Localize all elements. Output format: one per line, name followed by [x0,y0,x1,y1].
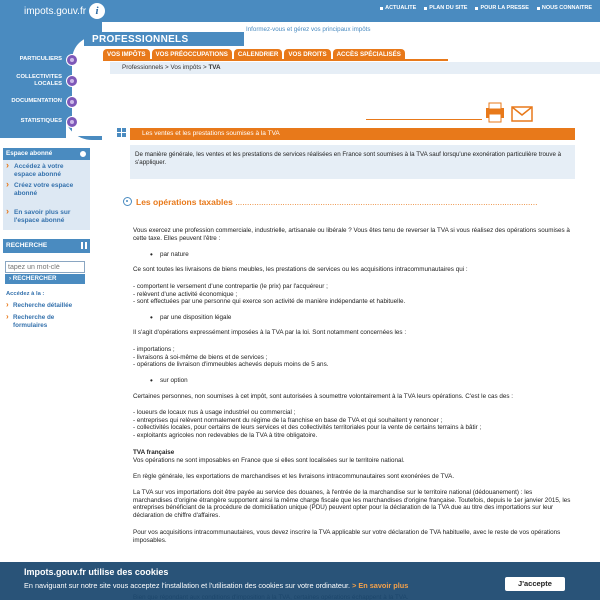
section-title-professionnels: PROFESSIONNELS [92,34,189,45]
link-recherche-formulaires[interactable]: › Recherche de formulaires [6,314,88,329]
paragraph: Certaines personnes, non soumises à cet impôt, sont autorisées à soumettre volontairement à la TVA leurs opérations. C'est le cas des : [133,393,514,400]
paragraph: - loueurs de locaux nus à usage industriel ou commercial ; - entreprises qui relèvent normalement du régime de la franchise en base de TVA et qui souhaitent y renoncer ; - collectivités locales, pour certains de leurs services et des collectivités territoriales pour la vente de certains terrains à bâtir ; - exploitants agricoles non redevables de la TVA à titre obligatoire. [133,409,482,439]
logo-text: impots.gouv.fr [24,5,87,17]
search-input[interactable] [5,261,85,273]
nav-bullet-icon [66,116,78,128]
paragraph: Vos opérations ne sont imposables en France que si elles sont localisées sur le territoire national. [133,457,405,464]
bullet-item: • sur option [150,377,188,384]
top-link-presse[interactable]: POUR LA PRESSE [475,5,528,11]
tab-vos-droits[interactable]: VOS DROITS [284,49,330,60]
link-recherche-detaillee[interactable]: › Recherche détaillée [6,302,88,310]
breadcrumb-current: TVA [208,64,221,71]
espace-abonne-header: Espace abonné [3,148,90,160]
top-links [380,5,592,11]
breadcrumb [110,62,600,74]
bullet-item: • par nature [150,251,189,258]
tva-francaise-title: TVA française [133,449,175,456]
top-link-actualite[interactable]: ACTUALITE [380,5,416,11]
cookie-title: Impots.gouv.fr utilise des cookies [24,567,169,577]
square-bullet-icon [380,7,383,10]
paragraph: Ce sont toutes les livraisons de biens meubles, les prestations de services ou les acquisitions intracommunautaires qui : [133,266,468,273]
tab-calendrier[interactable]: CALENDRIER [234,49,283,60]
header-tagline: Informez-vous et gérez vos principaux impôts [246,26,371,33]
section-title-bar: Les ventes et les prestations soumises à la TVA [130,128,575,140]
search-header: RECHERCHE [3,239,90,253]
cookie-learn-more-link[interactable]: > En savoir plus [352,581,409,590]
link-creer-espace[interactable]: › Créez votre espace abonné [6,182,86,197]
top-link-connaitre[interactable]: NOUS CONNAITRE [537,5,592,11]
paragraph: - importations ; - livraisons à soi-même de biens et de services ; - opérations de livraison d'immeubles achevés depuis moins de 5 ans. [133,346,329,369]
tab-vos-preoccupations[interactable]: VOS PRÉOCCUPATIONS [152,49,232,60]
access-label: Accédez à la : [6,291,45,297]
nav-item-documentation[interactable]: DOCUMENTATION [2,98,82,105]
top-link-plan[interactable]: PLAN DU SITE [424,5,467,11]
paragraph: Vous exercez une profession commerciale, industrielle, artisanale ou libérale ? Vous êtes tenu de reverser la TVA si vous réalisez des opérations soumises à cette taxe. Elles peuvent l'être : [133,227,570,242]
square-bullet-icon [475,7,478,10]
bullet-item: • par une disposition légale [150,314,231,321]
print-email-icon[interactable] [484,102,536,124]
paragraph: Pour vos acquisitions intracommunautaires, vous devez inscrire la TVA applicable sur votre déclaration de TVA habituelle, avec le reste de vos opérations imposables. [133,529,561,544]
paragraph: Il s'agit d'opérations expressément imposées à la TVA par la loi. Sont notamment concernées les : [133,329,407,336]
nav-bullet-icon [66,54,78,66]
intro-box: De manière générale, les ventes et les prestations de services réalisées en France sont soumises à la TVA sauf lorsqu'une exonération particulière trouve à s'appliquer. [130,145,575,179]
cookie-text: En naviguant sur notre site vous acceptez l'installation et l'utilisation des cookies sur votre ordinateur. > En savoir plus [24,581,409,590]
badge-icon [79,150,87,158]
cookie-banner [0,562,600,600]
cookie-accept-button[interactable]: J'accepte [505,577,565,591]
square-bullet-icon [537,7,540,10]
link-acceder-espace[interactable]: › Accédez à votre espace abonné [6,163,86,178]
nav-item-particuliers[interactable]: PARTICULIERS [2,56,82,63]
tab-vos-impots[interactable]: VOS IMPÔTS [103,49,150,60]
breadcrumb-path[interactable]: Professionnels > Vos impôts > [122,64,209,71]
grip-icon [81,242,87,249]
divider-line [366,119,482,120]
square-bullet-icon [424,7,427,10]
target-icon [123,197,132,206]
tabs-underline [103,59,448,61]
site-logo[interactable] [24,3,105,19]
paragraph: En règle générale, les exportations de marchandises et les livraisons intracommunautaires sont exonérées de TVA. [133,473,455,480]
nav-bullet-icon [66,75,78,87]
subsection-title: Les opérations taxables ..... [136,197,576,207]
logo-i-icon: i [89,3,105,19]
link-en-savoir-plus[interactable]: › En savoir plus sur l'espace abonné [6,209,86,224]
paragraph: La TVA sur vos importations doit être payée au service des douanes, à l'entrée de la marchandise sur le territoire national (dédouanement) : les marchandises d'origine étrangère supportent ainsi la même charge fiscale que les marchandises d'origine française. Toutefois, depuis le 1er janvier 2015, les entreprises bénéficiant de la procédure de domiciliation unique (PDU) peuvent opter pour la déclaration de la TVA due au titre des importations sur leur déclaration de chiffre d'affaires. [133,489,571,519]
search-button[interactable]: › RECHERCHER [5,274,85,284]
tab-acces-specialises[interactable]: ACCÈS SPÉCIALISÉS [333,49,405,60]
section-grid-icon [117,128,126,137]
nav-item-statistiques[interactable]: STATISTIQUES [2,118,82,125]
paragraph: - comportent le versement d'une contrepartie (le prix) par l'acquéreur ; - relèvent d'une activité économique ; - sont effectuées par une personne qui exerce son activité de manière indépendante et habituelle. [133,283,406,306]
nav-bullet-icon [66,96,78,108]
nav-item-collectivites[interactable]: COLLECTIVITES LOCALES [2,74,82,88]
